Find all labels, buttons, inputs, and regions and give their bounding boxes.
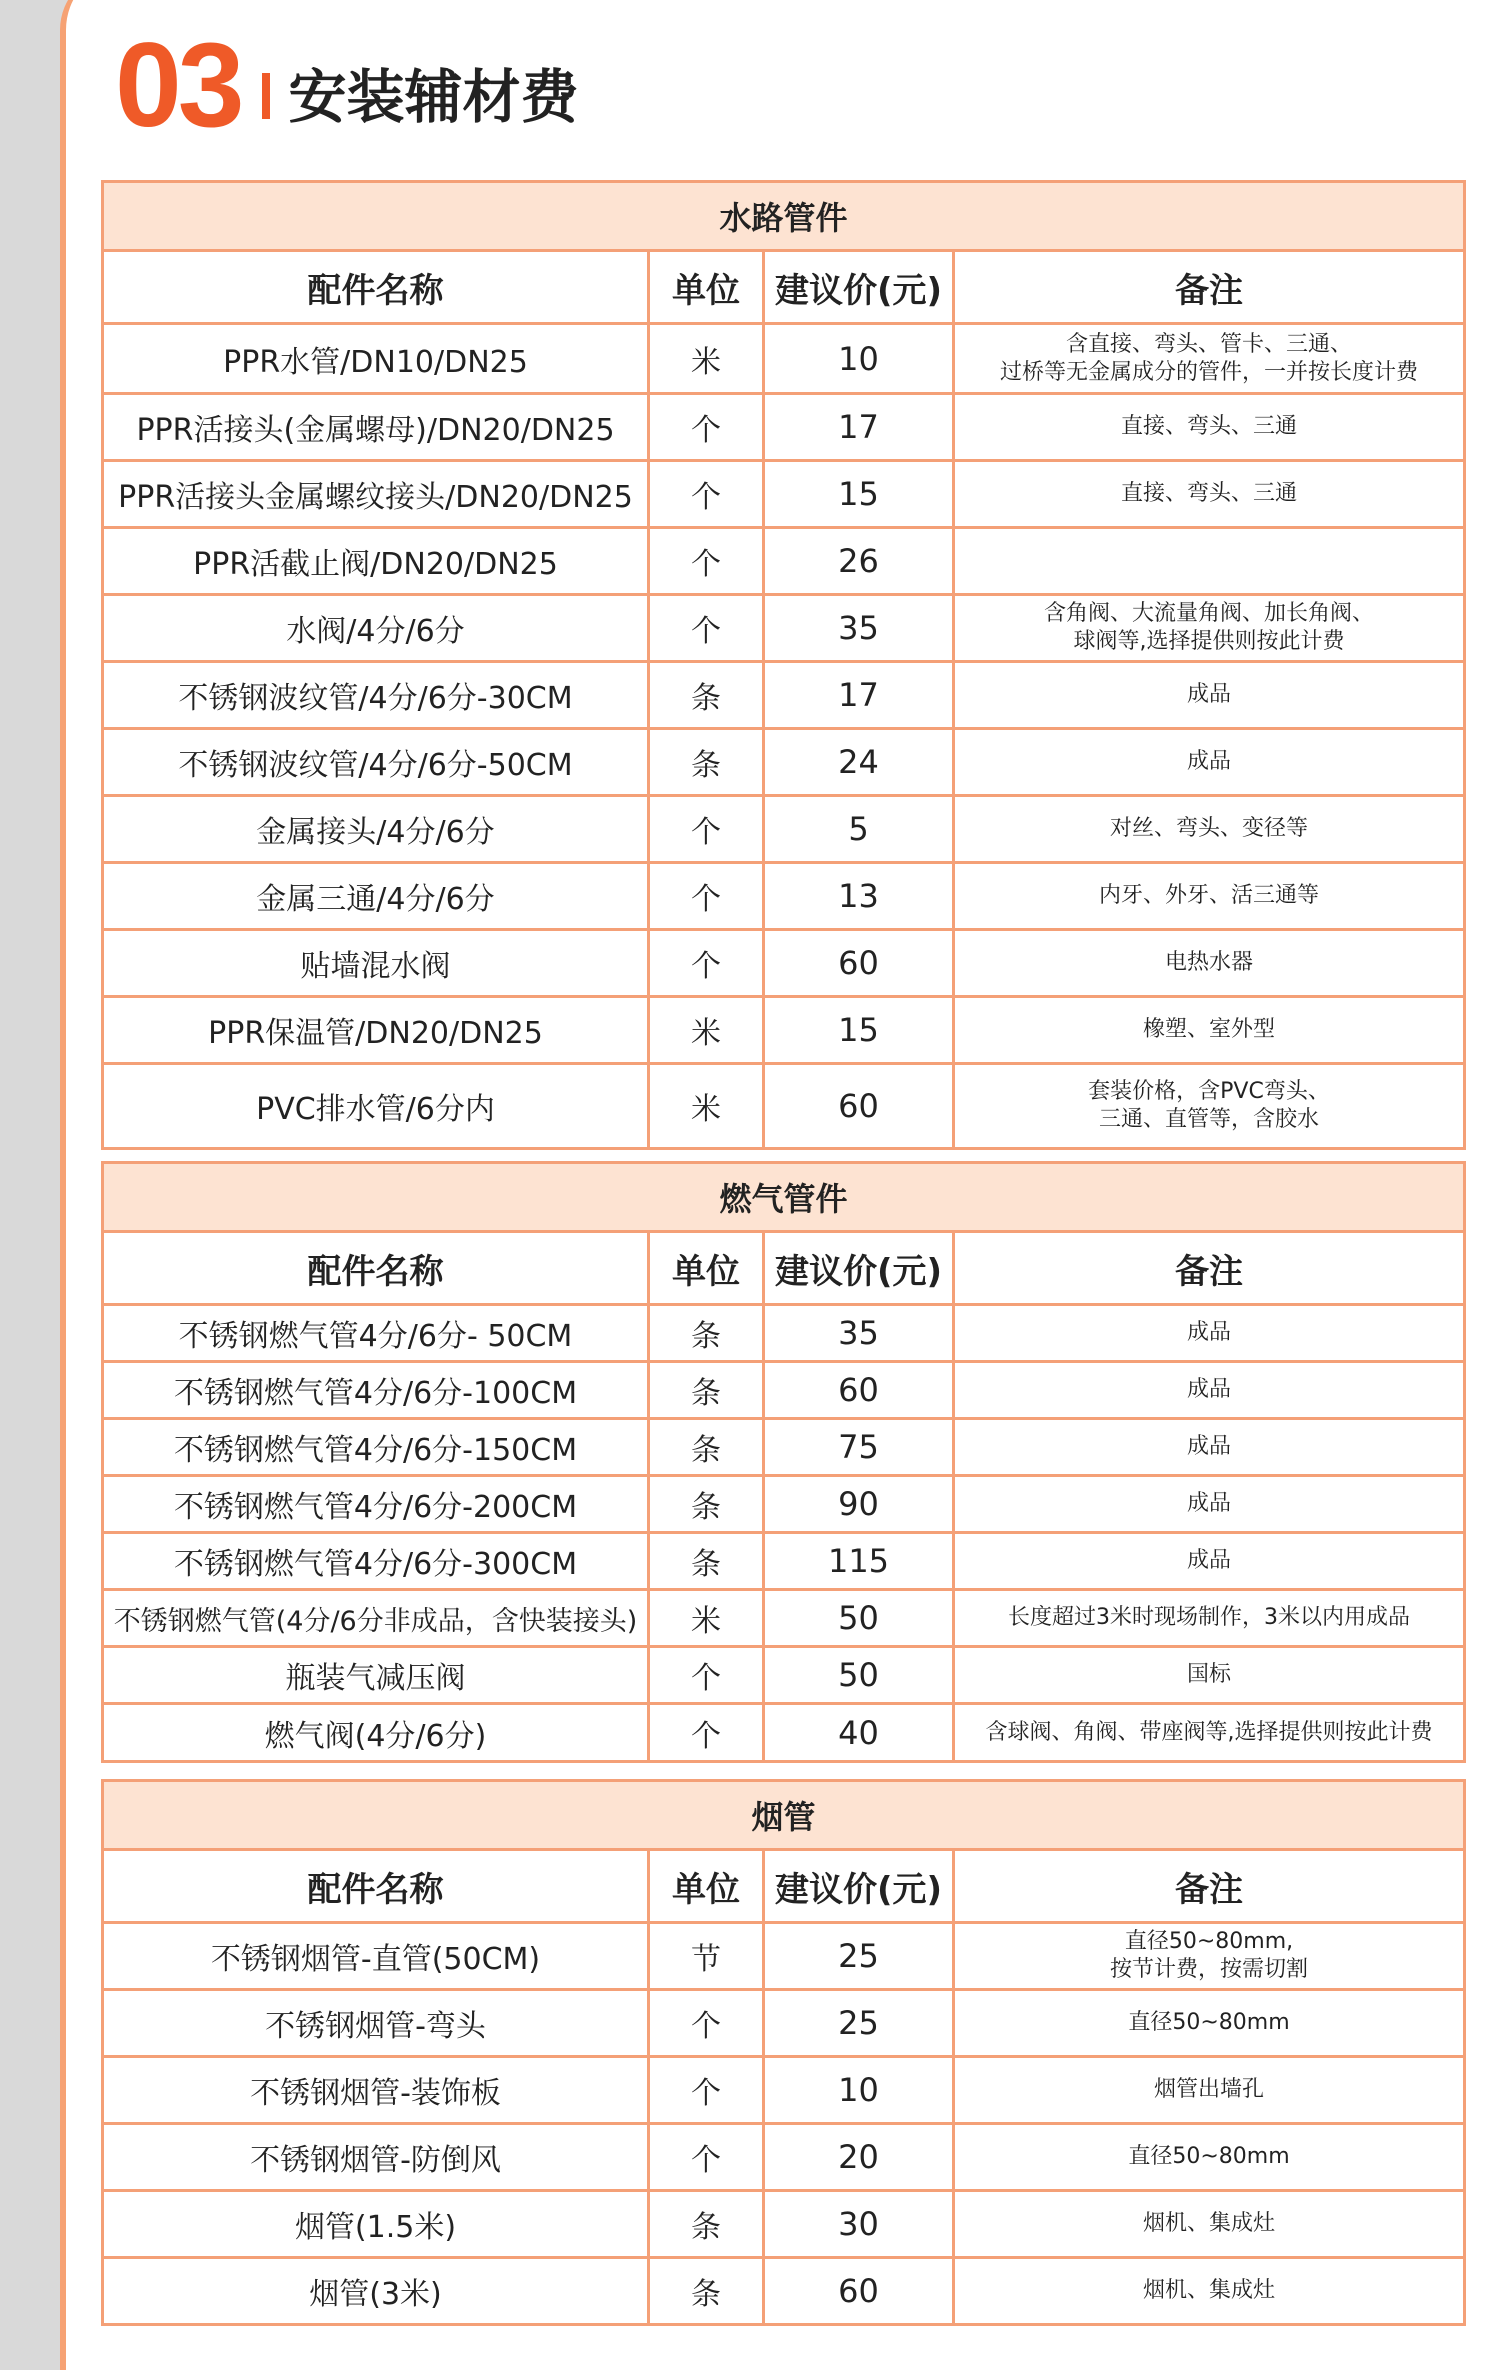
cell-unit xyxy=(649,863,764,930)
cell-price xyxy=(764,1704,954,1762)
cell-name xyxy=(103,1533,649,1590)
note-text: 烟机、集成灶 xyxy=(1143,2278,1276,2303)
price-text: 115 xyxy=(827,1542,890,1580)
cell-note xyxy=(954,729,1465,796)
cell-name xyxy=(103,595,649,662)
cell-price xyxy=(764,662,954,729)
price-text: 20 xyxy=(838,2138,879,2176)
cell-price xyxy=(764,796,954,863)
unit-text: 个 xyxy=(691,1718,721,1754)
note-text: 直径50~80mm xyxy=(1128,2144,1290,2169)
cell-note xyxy=(954,1704,1465,1762)
cell-price xyxy=(764,1305,954,1362)
cell-unit xyxy=(649,729,764,796)
cell-name xyxy=(103,2191,649,2258)
unit-text: 节 xyxy=(691,1942,721,1977)
name-text: 不锈钢烟管-装饰板 xyxy=(250,2076,501,2111)
cell-price xyxy=(764,1533,954,1590)
cell-price xyxy=(764,1064,954,1149)
cell-price xyxy=(764,2124,954,2191)
cell-name xyxy=(103,1923,649,1990)
table-row xyxy=(103,1590,1465,1647)
price-text: 60 xyxy=(838,1371,879,1409)
unit-text: 个 xyxy=(691,2009,721,2044)
cell-unit xyxy=(649,1533,764,1590)
cell-note xyxy=(954,930,1465,997)
cell-unit xyxy=(649,662,764,729)
gas-fittings-table xyxy=(101,1161,1463,1763)
price-text: 13 xyxy=(838,877,879,915)
cell-note xyxy=(954,528,1465,595)
page-title: 安装辅材费 xyxy=(288,63,579,131)
name-text: 不锈钢燃气管4分/6分- 50CM xyxy=(178,1319,573,1354)
table-row xyxy=(103,1923,1465,1990)
column-header-price: 建议价(元) xyxy=(764,251,954,324)
cell-name xyxy=(103,729,649,796)
unit-text: 个 xyxy=(691,815,721,850)
note-text: 烟机、集成灶 xyxy=(1143,2211,1276,2236)
cell-unit xyxy=(649,1362,764,1419)
cell-price xyxy=(764,394,954,461)
cell-price xyxy=(764,1362,954,1419)
divider-bar xyxy=(262,73,270,119)
note-text: 成品 xyxy=(1187,749,1232,774)
unit-text: 个 xyxy=(691,1661,721,1696)
cell-name xyxy=(103,1476,649,1533)
unit-text: 米 xyxy=(691,344,721,380)
unit-text: 个 xyxy=(691,2076,721,2111)
price-text: 17 xyxy=(838,408,879,446)
note-text: 直径50~80mm xyxy=(1128,2010,1290,2035)
name-text: 不锈钢烟管-直管(50CM) xyxy=(210,1942,541,1977)
cell-unit xyxy=(649,930,764,997)
cell-name xyxy=(103,1647,649,1704)
cell-note xyxy=(954,461,1465,528)
cell-price xyxy=(764,930,954,997)
cell-unit xyxy=(649,394,764,461)
note-text: 烟管出墙孔 xyxy=(1154,2077,1265,2102)
table-row xyxy=(103,729,1465,796)
cell-price xyxy=(764,528,954,595)
table-row xyxy=(103,324,1465,394)
cell-note xyxy=(954,595,1465,662)
price-text: 35 xyxy=(838,609,879,647)
name-text: 贴墙混水阀 xyxy=(300,949,451,984)
name-text: 不锈钢燃气管4分/6分-300CM xyxy=(173,1547,578,1582)
column-header-note: 备注 xyxy=(954,251,1465,324)
flue-pipe-table xyxy=(101,1779,1463,2326)
name-text: 不锈钢烟管-弯头 xyxy=(265,2009,486,2044)
name-text: PPR活截止阀/DN20/DN25 xyxy=(193,547,558,582)
table-row xyxy=(103,930,1465,997)
cell-price xyxy=(764,1476,954,1533)
cell-name xyxy=(103,997,649,1064)
unit-text: 条 xyxy=(691,2277,721,2312)
name-text: 不锈钢烟管-防倒风 xyxy=(250,2143,501,2178)
unit-text: 米 xyxy=(691,1016,721,1051)
cell-note xyxy=(954,2124,1465,2191)
table-row xyxy=(103,1362,1465,1419)
table-row xyxy=(103,2124,1465,2191)
table-row xyxy=(103,1533,1465,1590)
price-text: 25 xyxy=(838,1937,879,1975)
table-row xyxy=(103,528,1465,595)
cell-note xyxy=(954,1590,1465,1647)
name-text: 不锈钢燃气管4分/6分-200CM xyxy=(173,1490,578,1525)
price-text: 10 xyxy=(838,2071,879,2109)
cell-unit xyxy=(649,1647,764,1704)
name-text: PPR活接头金属螺纹接头/DN20/DN25 xyxy=(118,480,633,515)
note-text: 成品 xyxy=(1187,682,1232,707)
cell-note xyxy=(954,2191,1465,2258)
column-header-name: 配件名称 xyxy=(103,1232,649,1305)
cell-unit xyxy=(649,1419,764,1476)
price-text: 35 xyxy=(838,1314,879,1352)
note-text: 直接、弯头、三通 xyxy=(1121,414,1298,439)
name-text: 金属三通/4分/6分 xyxy=(256,882,495,917)
price-text: 50 xyxy=(838,1599,879,1637)
cell-note xyxy=(954,1647,1465,1704)
price-text: 15 xyxy=(838,475,879,513)
name-text: 不锈钢燃气管4分/6分-100CM xyxy=(173,1376,578,1411)
table-row xyxy=(103,2258,1465,2325)
name-text: 金属接头/4分/6分 xyxy=(256,815,495,850)
cell-name xyxy=(103,1064,649,1149)
cell-unit xyxy=(649,1476,764,1533)
cell-price xyxy=(764,1419,954,1476)
cell-name xyxy=(103,461,649,528)
section-title: 燃气管件 xyxy=(103,1163,1465,1232)
note-text: 橡塑、室外型 xyxy=(1143,1017,1276,1042)
note-text: 套装价格，含PVC弯头、 三通、直管等，含胶水 xyxy=(1088,1079,1330,1132)
cell-note xyxy=(954,1476,1465,1533)
name-text: PPR活接头(金属螺母)/DN20/DN25 xyxy=(136,413,615,448)
unit-text: 个 xyxy=(691,614,721,649)
cell-unit xyxy=(649,1923,764,1990)
table-row xyxy=(103,1647,1465,1704)
cell-price xyxy=(764,1647,954,1704)
unit-text: 条 xyxy=(691,1490,721,1525)
price-text: 30 xyxy=(838,2205,879,2243)
name-text: 不锈钢波纹管/4分/6分-50CM xyxy=(178,748,573,783)
cell-price xyxy=(764,2258,954,2325)
note-text: 成品 xyxy=(1187,1377,1232,1402)
unit-text: 个 xyxy=(691,949,721,984)
column-header-unit: 单位 xyxy=(649,1850,764,1923)
cell-price xyxy=(764,2191,954,2258)
cell-unit xyxy=(649,1704,764,1762)
table-row xyxy=(103,1064,1465,1149)
cell-note xyxy=(954,1923,1465,1990)
price-text: 17 xyxy=(838,676,879,714)
column-header-name: 配件名称 xyxy=(103,1850,649,1923)
column-header-note: 备注 xyxy=(954,1232,1465,1305)
name-text: PVC排水管/6分内 xyxy=(256,1092,495,1127)
cell-note xyxy=(954,863,1465,930)
cell-unit xyxy=(649,1590,764,1647)
cell-unit xyxy=(649,2258,764,2325)
table-row xyxy=(103,394,1465,461)
name-text: PPR水管/DN10/DN25 xyxy=(223,344,528,380)
table-row xyxy=(103,796,1465,863)
note-text: 成品 xyxy=(1187,1491,1232,1516)
cell-note xyxy=(954,997,1465,1064)
cell-price xyxy=(764,1990,954,2057)
column-header-note: 备注 xyxy=(954,1850,1465,1923)
cell-price xyxy=(764,863,954,930)
unit-text: 个 xyxy=(691,547,721,582)
cell-name xyxy=(103,796,649,863)
table-row xyxy=(103,1305,1465,1362)
table-row xyxy=(103,2057,1465,2124)
name-text: 瓶装气减压阀 xyxy=(285,1661,466,1696)
cell-note xyxy=(954,1362,1465,1419)
table-row xyxy=(103,1704,1465,1762)
cell-unit xyxy=(649,595,764,662)
cell-note xyxy=(954,1990,1465,2057)
name-text: 烟管(1.5米) xyxy=(294,2210,457,2245)
price-text: 10 xyxy=(838,339,879,378)
price-text: 75 xyxy=(838,1428,879,1466)
cell-note xyxy=(954,662,1465,729)
table-row xyxy=(103,595,1465,662)
column-header-unit: 单位 xyxy=(649,1232,764,1305)
cell-note xyxy=(954,1419,1465,1476)
table-row xyxy=(103,1419,1465,1476)
cell-name xyxy=(103,2258,649,2325)
price-text: 24 xyxy=(838,743,879,781)
unit-text: 条 xyxy=(691,1319,721,1354)
cell-unit xyxy=(649,796,764,863)
cell-unit xyxy=(649,2057,764,2124)
name-text: PPR保温管/DN20/DN25 xyxy=(208,1016,543,1051)
cell-note xyxy=(954,1064,1465,1149)
cell-unit xyxy=(649,461,764,528)
note-text: 直接、弯头、三通 xyxy=(1121,481,1298,506)
cell-name xyxy=(103,1590,649,1647)
parts-table xyxy=(101,1161,1466,1763)
name-text: 不锈钢燃气管4分/6分-150CM xyxy=(173,1433,578,1468)
name-text: 不锈钢波纹管/4分/6分-30CM xyxy=(178,681,573,716)
unit-text: 条 xyxy=(691,1547,721,1582)
cell-name xyxy=(103,1704,649,1762)
cell-name xyxy=(103,528,649,595)
note-text: 国标 xyxy=(1187,1662,1232,1687)
unit-text: 米 xyxy=(691,1604,721,1639)
name-text: 燃气阀(4分/6分) xyxy=(264,1718,487,1754)
section-title: 烟管 xyxy=(103,1781,1465,1850)
section-title: 水路管件 xyxy=(103,182,1465,251)
cell-note xyxy=(954,1533,1465,1590)
cell-price xyxy=(764,461,954,528)
unit-text: 个 xyxy=(691,413,721,448)
cell-note xyxy=(954,796,1465,863)
note-text: 对丝、弯头、变径等 xyxy=(1110,816,1309,841)
note-text: 含球阀、角阀、带座阀等,选择提供则按此计费 xyxy=(985,1719,1433,1745)
cell-unit xyxy=(649,997,764,1064)
cell-price xyxy=(764,324,954,394)
cell-price xyxy=(764,729,954,796)
note-text: 含直接、弯头、管卡、三通、 过桥等无金属成分的管件，一并按长度计费 xyxy=(1000,331,1419,385)
price-text: 25 xyxy=(838,2004,879,2042)
cell-name xyxy=(103,394,649,461)
cell-name xyxy=(103,863,649,930)
cell-name xyxy=(103,1305,649,1362)
cell-unit xyxy=(649,1990,764,2057)
water-fittings-table xyxy=(101,180,1463,1150)
price-text: 60 xyxy=(838,2272,879,2310)
cell-price xyxy=(764,997,954,1064)
cell-name xyxy=(103,2124,649,2191)
unit-text: 条 xyxy=(691,681,721,716)
unit-text: 条 xyxy=(691,1376,721,1411)
cell-note xyxy=(954,394,1465,461)
table-row xyxy=(103,461,1465,528)
table-row xyxy=(103,662,1465,729)
note-text: 成品 xyxy=(1187,1548,1232,1573)
price-text: 50 xyxy=(838,1656,879,1694)
price-text: 40 xyxy=(838,1713,879,1752)
cell-note xyxy=(954,1305,1465,1362)
note-text: 内牙、外牙、活三通等 xyxy=(1099,883,1320,908)
column-header-name: 配件名称 xyxy=(103,251,649,324)
cell-name xyxy=(103,2057,649,2124)
table-row xyxy=(103,1476,1465,1533)
unit-text: 米 xyxy=(691,1092,721,1127)
cell-price xyxy=(764,2057,954,2124)
unit-text: 条 xyxy=(691,1433,721,1468)
unit-text: 个 xyxy=(691,2143,721,2178)
unit-text: 个 xyxy=(691,882,721,917)
note-text: 长度超过3米时现场制作，3米以内用成品 xyxy=(1008,1605,1410,1630)
name-text: 不锈钢燃气管(4分/6分非成品，含快装接头) xyxy=(113,1605,638,1637)
table-row xyxy=(103,2191,1465,2258)
unit-text: 条 xyxy=(691,748,721,783)
cell-note xyxy=(954,2057,1465,2124)
unit-text: 条 xyxy=(691,2210,721,2245)
table-row xyxy=(103,997,1465,1064)
note-text: 直径50~80mm, 按节计费，按需切割 xyxy=(1110,1929,1309,1982)
section-header xyxy=(115,18,579,152)
note-text: 含角阀、大流量角阀、加长角阀、 球阀等,选择提供则按此计费 xyxy=(1044,601,1375,654)
note-text: 成品 xyxy=(1187,1320,1232,1345)
table-row xyxy=(103,1990,1465,2057)
column-header-price: 建议价(元) xyxy=(764,1232,954,1305)
note-text: 电热水器 xyxy=(1165,950,1254,975)
cell-price xyxy=(764,1590,954,1647)
price-text: 60 xyxy=(838,1087,879,1125)
cell-unit xyxy=(649,528,764,595)
cell-name xyxy=(103,930,649,997)
name-text: 烟管(3米) xyxy=(309,2277,442,2312)
unit-text: 个 xyxy=(691,480,721,515)
cell-price xyxy=(764,595,954,662)
name-text: 水阀/4分/6分 xyxy=(286,614,465,649)
cell-note xyxy=(954,324,1465,394)
cell-unit xyxy=(649,2191,764,2258)
column-header-unit: 单位 xyxy=(649,251,764,324)
price-text: 5 xyxy=(848,810,869,848)
cell-name xyxy=(103,662,649,729)
price-text: 60 xyxy=(838,944,879,982)
table-row xyxy=(103,863,1465,930)
cell-unit xyxy=(649,1064,764,1149)
price-text: 15 xyxy=(838,1011,879,1049)
note-text: 成品 xyxy=(1187,1434,1232,1459)
cell-name xyxy=(103,324,649,394)
price-text: 26 xyxy=(838,542,879,580)
cell-note xyxy=(954,2258,1465,2325)
cell-unit xyxy=(649,2124,764,2191)
cell-unit xyxy=(649,324,764,394)
cell-name xyxy=(103,1419,649,1476)
section-number: 03 xyxy=(115,18,241,152)
cell-unit xyxy=(649,1305,764,1362)
parts-table xyxy=(101,1779,1466,2326)
cell-name xyxy=(103,1362,649,1419)
column-header-price: 建议价(元) xyxy=(764,1850,954,1923)
cell-price xyxy=(764,1923,954,1990)
price-text: 90 xyxy=(838,1485,879,1523)
cell-name xyxy=(103,1990,649,2057)
parts-table xyxy=(101,180,1466,1150)
